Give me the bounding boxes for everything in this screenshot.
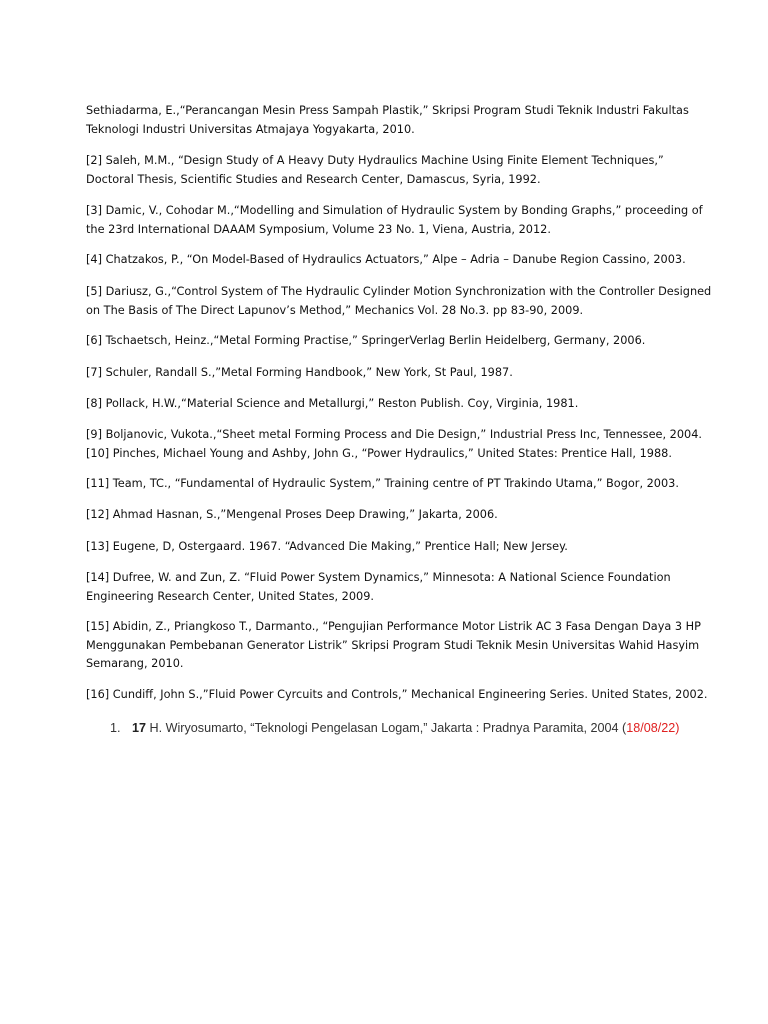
reference-line: Menggunakan Pembebanan Generator Listrik” Skripsi Program Studi Teknik Mesin Universitas Wahid Hasyim — [86, 638, 700, 652]
reference-2 — [86, 152, 736, 189]
reference-3 — [86, 202, 736, 239]
reference-17-list-item — [110, 721, 679, 735]
date-annotation: 18/08/22 — [626, 721, 676, 735]
reference-1 — [86, 102, 736, 139]
reference-line: [16] Cundiff, John S.,”Fluid Power Cyrcuits and Controls,” Mechanical Engineering Series. United States, 2002. — [86, 688, 708, 701]
reference-line: [9] Boljanovic, Vukota.,“Sheet metal Forming Process and Die Design,” Industrial Press Inc, Tennessee, 2004. — [86, 428, 702, 441]
reference-15 — [86, 618, 736, 674]
reference-line: [13] Eugene, D, Ostergaard. 1967. “Advanced Die Making,” Prentice Hall; New Jersey. — [86, 540, 568, 553]
reference-line: [15] Abidin, Z., Priangkoso T., Darmanto., “Pengujian Performance Motor Listrik AC 3 Fasa Dengan Daya 3 HP — [86, 620, 701, 633]
reference-line: the 23rd International DAAAM Symposium, Volume 23 No. 1, Viena, Austria, 2012. — [86, 222, 551, 236]
reference-line: on The Basis of The Direct Lapunov’s Method,” Mechanics Vol. 28 No.3. pp 83-90, 2009. — [86, 303, 584, 317]
reference-13 — [86, 538, 736, 557]
reference-line: Doctoral Thesis, Scientific Studies and Research Center, Damascus, Syria, 1992. — [86, 172, 541, 186]
reference-text: H. Wiryosumarto, “Teknologi Pengelasan Logam,” Jakarta : Pradnya Paramita, 2004 ( — [146, 721, 627, 735]
reference-line: [14] Dufree, W. and Zun, Z. “Fluid Power System Dynamics,” Minnesota: A National Science Foundation — [86, 571, 671, 584]
reference-7 — [86, 364, 736, 383]
closing-paren: ) — [675, 721, 680, 735]
reference-line: Semarang, 2010. — [86, 657, 184, 670]
reference-line: [7] Schuler, Randall S.,”Metal Forming Handbook,” New York, St Paul, 1987. — [86, 366, 513, 379]
reference-16 — [86, 686, 736, 705]
reference-line: [12] Ahmad Hasnan, S.,”Mengenal Proses Deep Drawing,” Jakarta, 2006. — [86, 508, 498, 521]
reference-12 — [86, 506, 736, 525]
list-number: 1. — [110, 721, 121, 735]
reference-5 — [86, 283, 736, 320]
reference-line: [6] Tschaetsch, Heinz.,“Metal Forming Practise,” SpringerVerlag Berlin Heidelberg, Germany, 2006. — [86, 334, 646, 347]
reference-11 — [86, 475, 736, 494]
reference-line: [11] Team, TC., “Fundamental of Hydraulic System,” Training centre of PT Trakindo Utama,” Bogor, 2003. — [86, 477, 679, 490]
reference-14 — [86, 569, 736, 606]
reference-line: Sethiadarma, E.,“Perancangan Mesin Press Sampah Plastik,” Skripsi Program Studi Teknik Industri Fakultas — [86, 104, 689, 117]
reference-9-10 — [86, 426, 736, 463]
reference-8 — [86, 395, 736, 414]
reference-line: Engineering Research Center, United States, 2009. — [86, 589, 375, 603]
reference-line: [4] Chatzakos, P., “On Model-Based of Hydraulics Actuators,” Alpe – Adria – Danube Region Cassino, 2003. — [86, 253, 686, 266]
reference-line: [10] Pinches, Michael Young and Ashby, John G., “Power Hydraulics,” United States: Prentice Hall, 1988. — [86, 446, 672, 460]
reference-line: Teknologi Industri Universitas Atmajaya Yogyakarta, 2010. — [86, 122, 415, 136]
reference-line: [3] Damic, V., Cohodar M.,“Modelling and Simulation of Hydraulic System by Bonding Graphs,” proceeding of — [86, 204, 703, 217]
reference-number: 17 — [132, 721, 147, 735]
reference-6 — [86, 332, 736, 351]
reference-line: [8] Pollack, H.W.,“Material Science and Metallurgi,” Reston Publish. Coy, Virginia, 1981. — [86, 397, 579, 410]
reference-line: [2] Saleh, M.M., “Design Study of A Heavy Duty Hydraulics Machine Using Finite Element Techniques,” — [86, 154, 664, 167]
reference-line: [5] Dariusz, G.,“Control System of The Hydraulic Cylinder Motion Synchronization with the Controller Designed — [86, 285, 712, 298]
reference-4 — [86, 251, 736, 270]
